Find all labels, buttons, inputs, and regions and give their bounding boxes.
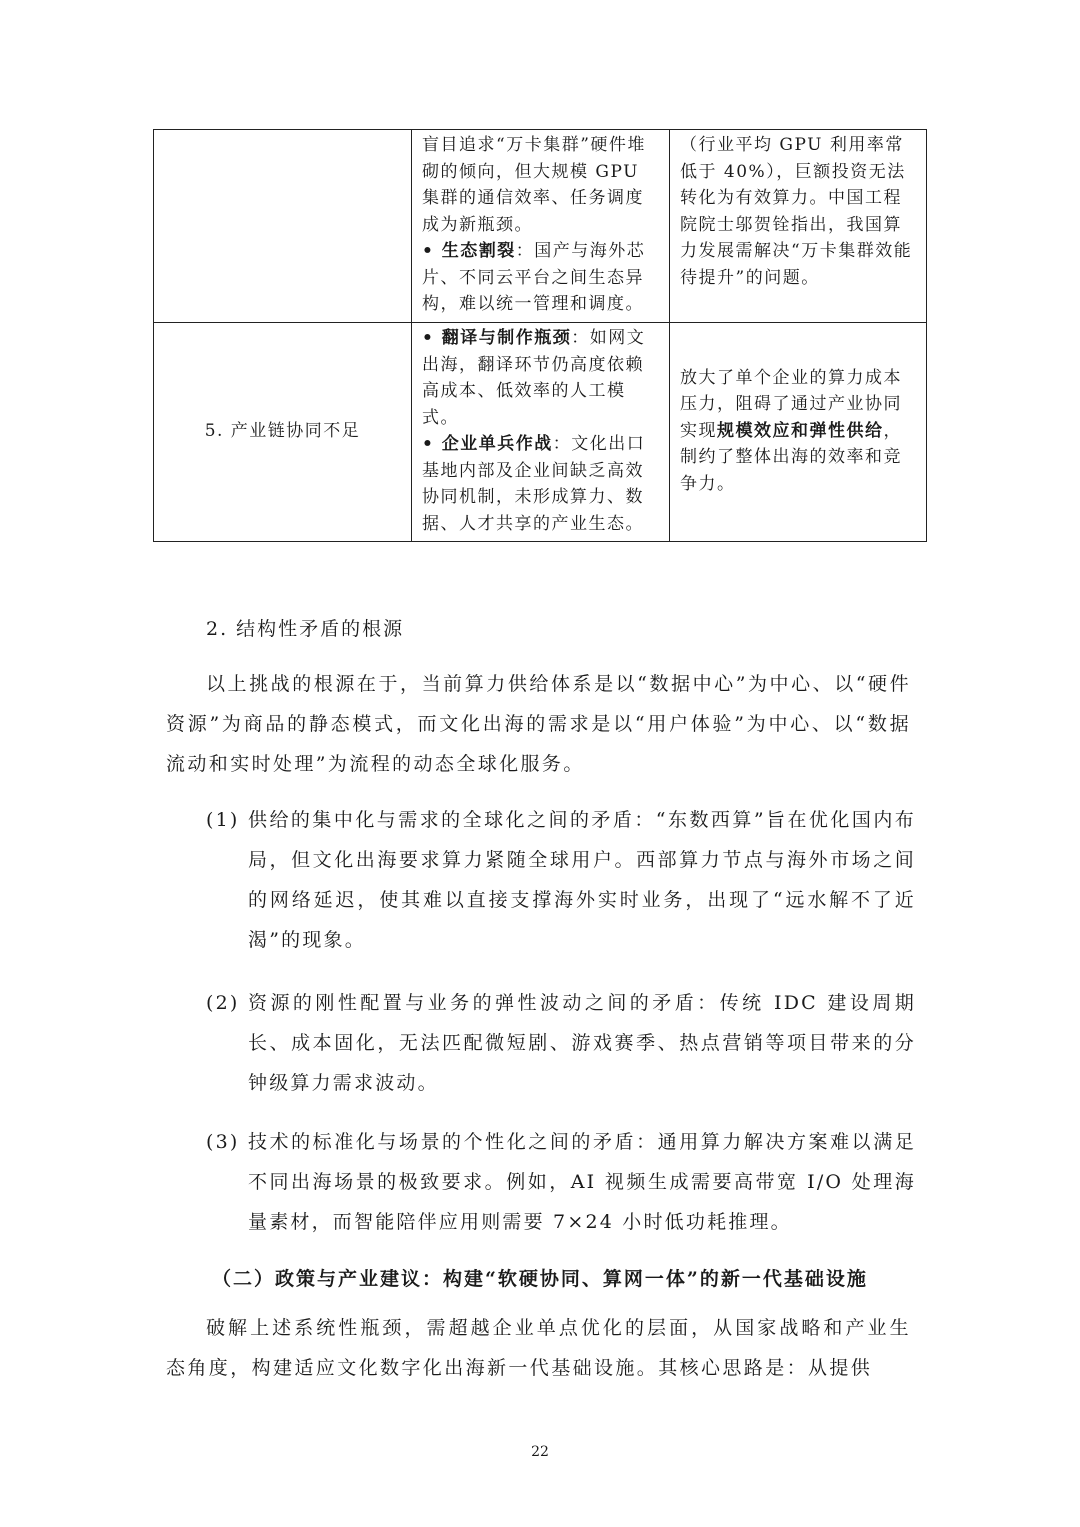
section-title: （二）政策与产业建议：构建“软硬协同、算网一体”的新一代基础设施 — [212, 1268, 868, 1290]
bullet-text: ：文化出口基地内部及企业间缺乏高效协同机制，未形成算力、数据、人才共享的产业生态。 — [422, 434, 646, 534]
subsection-heading: 2. 结构性矛盾的根源 — [206, 618, 405, 640]
table-cell-category — [154, 130, 412, 323]
bullet-text: ：国产与海外芯片、不同云平台之间生态异构，难以统一管理和调度。 — [422, 241, 646, 314]
table-cell-manifestation — [412, 323, 670, 542]
table-row — [154, 323, 927, 542]
list-item — [206, 1122, 916, 1242]
list-item — [206, 800, 916, 960]
list-text: 供给的集中化与需求的全球化之间的矛盾：“东数西算”旨在优化国内布局，但文化出海要求算力紧随全球用户。西部算力节点与海外市场之间的网络延迟，使其难以直接支撑海外实时业务，出现了“远水解不了近渴”的现象。 — [248, 809, 916, 951]
closing-paragraph: 破解上述系统性瓶颈，需超越企业单点优化的层面，从国家战略和产业生态角度，构建适应文化数字化出海新一代基础设施。其核心思路是：从提供 — [166, 1317, 911, 1379]
table-cell-manifestation — [412, 130, 670, 323]
cell-paragraph: （行业平均 GPU 利用率常低于 40%），巨额投资无法转化为有效算力。中国工程院院士邬贺铨指出，我国算力发展需解决“万卡集群效能待提升”的问题。 — [680, 135, 913, 288]
intro-paragraph: 以上挑战的根源在于，当前算力供给体系是以“数据中心”为中心、以“硬件资源”为商品的静态模式，而文化出海的需求是以“用户体验”为中心、以“数据流动和实时处理”为流程的动态全球化服务。 — [166, 673, 911, 775]
bullet-label: • 翻译与制作瓶颈 — [422, 328, 572, 348]
impact-text-pre: 放大了单个企业的算力成本压力，阻碍了通过产业协同实现 — [680, 367, 902, 441]
page-number: 22 — [531, 1444, 549, 1460]
list-number: (1) — [206, 809, 240, 831]
list-text: 技术的标准化与场景的个性化之间的矛盾：通用算力解决方案难以满足不同出海场景的极致要求。例如，AI 视频生成需要高带宽 I/O 处理海量素材，而智能陪伴应用则需要 7×24 小时低功耗推理。 — [248, 1131, 916, 1233]
bullet-item — [422, 431, 659, 537]
bullet-label: • 生态割裂 — [422, 241, 516, 261]
list-text: 资源的刚性配置与业务的弹性波动之间的矛盾：传统 IDC 建设周期长、成本固化，无法匹配微短剧、游戏赛季、热点营销等项目带来的分钟级算力需求波动。 — [248, 992, 916, 1094]
list-number: (2) — [206, 992, 240, 1014]
bullet-label: • 企业单兵作战 — [422, 434, 553, 454]
list-number: (3) — [206, 1131, 240, 1153]
table-row — [154, 130, 927, 323]
cell-paragraph: 盲目追求“万卡集群”硬件堆砌的倾向，但大规模 GPU 集群的通信效率、任务调度成为新瓶颈。 — [422, 135, 646, 235]
challenge-table — [153, 129, 927, 542]
table-cell-impact — [670, 130, 927, 323]
list-item — [206, 983, 916, 1103]
bullet-item — [422, 238, 659, 318]
table-cell-impact — [670, 323, 927, 542]
impact-text-post: ，制约了整体出海的效率和竞争力。 — [680, 420, 902, 494]
bullet-text: ：如网文出海，翻译环节仍高度依赖高成本、低效率的人工模式。 — [422, 328, 646, 428]
impact-text-bold: 规模效应和弹性供给 — [717, 420, 884, 441]
table-cell-category: 5. 产业链协同不足 — [154, 323, 412, 542]
bullet-item — [422, 325, 659, 431]
